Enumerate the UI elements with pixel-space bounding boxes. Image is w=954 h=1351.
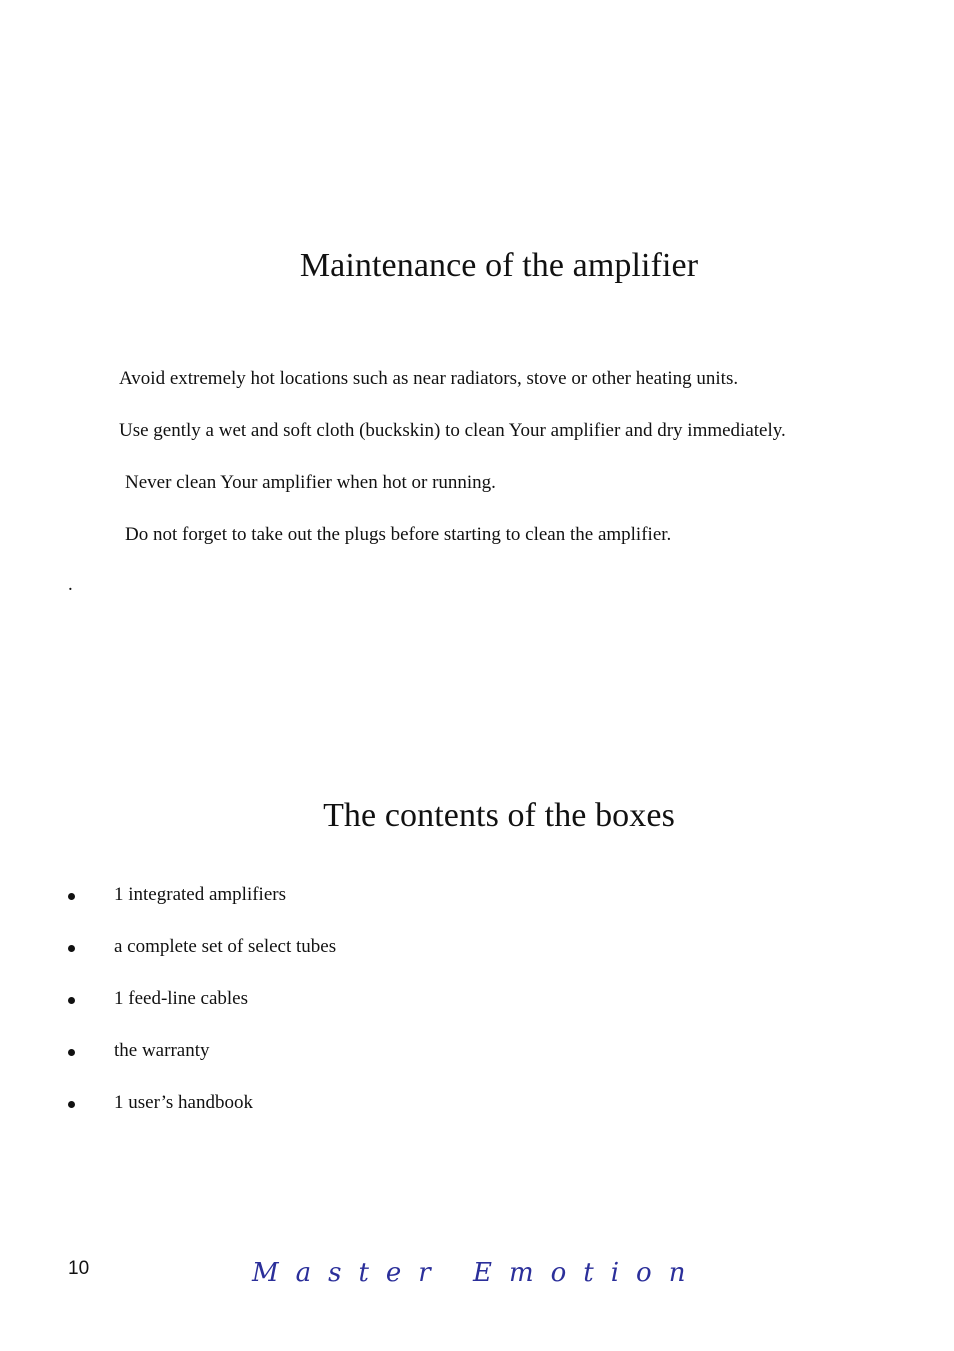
stray-period: . [68,574,73,595]
maintenance-paragraph: Avoid extremely hot locations such as near radiators, stove or other heating units. [119,368,739,389]
bullet-icon [68,997,75,1004]
page-number: 10 [68,1258,90,1279]
list-item-text: a complete set of select tubes [114,936,337,957]
list-item-text: 1 user’s handbook [114,1092,253,1113]
list-item-text: the warranty [114,1040,210,1061]
maintenance-paragraph: Use gently a wet and soft cloth (buckskin) to clean Your amplifier and dry immediately. [119,420,786,441]
maintenance-paragraph: Never clean Your amplifier when hot or running. [125,472,496,493]
bullet-icon [68,893,75,900]
bullet-icon [68,945,75,952]
maintenance-title: Maintenance of the amplifier [299,247,699,284]
maintenance-paragraph: Do not forget to take out the plugs before starting to clean the amplifier. [125,524,672,545]
bullet-icon [68,1049,75,1056]
list-item-text: 1 feed-line cables [114,988,248,1009]
brand-logo-text: Master Emotion [252,1258,703,1288]
bullet-icon [68,1101,75,1108]
contents-title: The contents of the boxes [323,797,675,834]
list-item-text: 1 integrated amplifiers [114,884,286,905]
